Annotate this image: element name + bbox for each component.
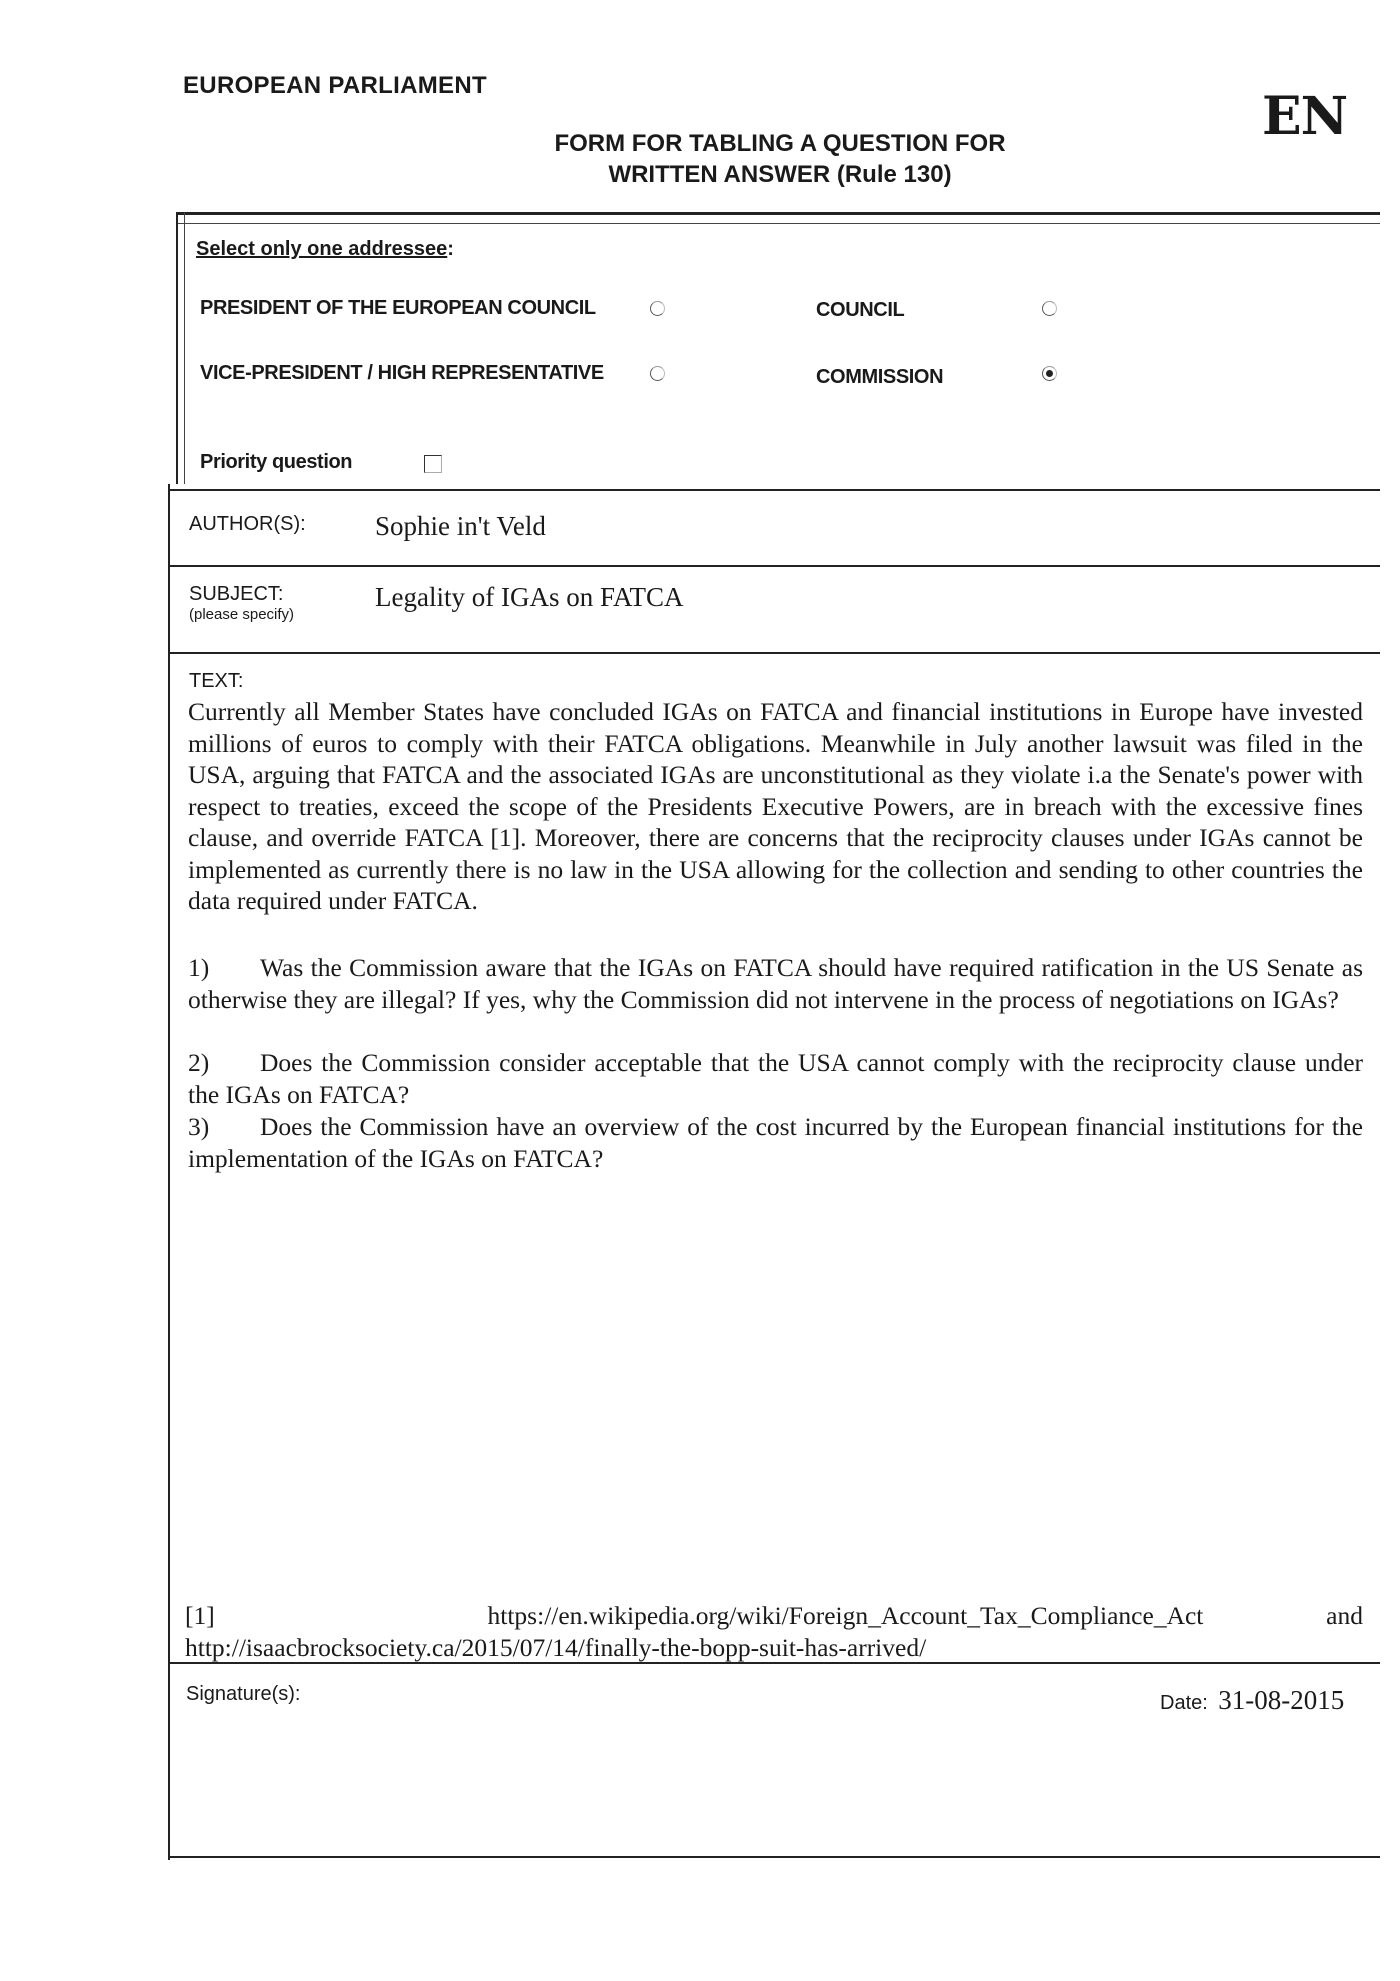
question-1-text: Was the Commission aware that the IGAs on FATCA should have required ratification in the US Senate as otherwise they are illegal? If yes, why the Commission did not intervene in the process of negotiations on IGAs? — [188, 953, 1363, 1014]
divider-author — [168, 565, 1380, 567]
question-1 — [188, 952, 1363, 1015]
addressee-box-top-border — [178, 212, 1380, 224]
question-3 — [188, 1111, 1363, 1174]
addressee-instruction: Select only one addressee: — [196, 238, 454, 260]
question-2-number: 2) — [188, 1048, 210, 1077]
radio-commission[interactable] — [1042, 366, 1057, 381]
date-field — [1160, 1685, 1344, 1716]
form-left-border — [168, 484, 170, 1860]
author-label: AUTHOR(S): — [189, 513, 306, 535]
date-label: Date: — [1160, 1692, 1208, 1714]
radio-vice-president[interactable] — [650, 366, 665, 381]
question-1-number: 1) — [188, 953, 210, 982]
subject-value: Legality of IGAs on FATCA — [375, 582, 684, 612]
language-code: EN — [1262, 86, 1348, 147]
footnote — [185, 1600, 1363, 1663]
option-label-commission: COMMISSION — [816, 366, 944, 388]
footnote-link-wikipedia[interactable]: https://en.wikipedia.org/wiki/Foreign_Account_Tax_Compliance_Act — [487, 1601, 1204, 1630]
footnote-marker: [1] — [185, 1601, 215, 1630]
form-title — [470, 128, 1090, 190]
question-3-text: Does the Commission have an overview of the cost incurred by the European financial institutions for the implementation of the IGAs on FATCA? — [188, 1112, 1363, 1173]
organization-name: EUROPEAN PARLIAMENT — [183, 72, 487, 99]
date-value: 31-08-2015 — [1218, 1685, 1345, 1715]
option-label-president-european-council: PRESIDENT OF THE EUROPEAN COUNCIL — [200, 297, 596, 319]
radio-council[interactable] — [1042, 301, 1057, 316]
signature-label: Signature(s): — [186, 1683, 301, 1705]
footnote-conjunction: and — [1326, 1601, 1363, 1630]
subject-sublabel: (please specify) — [189, 606, 295, 623]
addressee-box-left-border — [176, 212, 185, 484]
question-2-text: Does the Commission consider acceptable that the USA cannot comply with the reciprocity clause under the IGAs on FATCA? — [188, 1048, 1363, 1109]
footnote-link-isaacbrocksociety[interactable]: http://isaacbrocksociety.ca/2015/07/14/finally-the-bopp-suit-has-arrived/ — [185, 1632, 927, 1662]
form-title-line-1: FORM FOR TABLING A QUESTION FOR — [554, 130, 1006, 157]
divider-subject — [168, 652, 1380, 654]
question-2 — [188, 1047, 1363, 1110]
question-3-number: 3) — [188, 1112, 210, 1141]
question-intro-text: Currently all Member States have concluded IGAs on FATCA and financial institutions in Europe have invested millions of euros to comply with their FATCA obligations. Meanwhile in July another lawsuit was filed in the USA, arguing that FATCA and the associated IGAs are unconstitutional as they violate i.a the Senate's power with respect to treaties, exceed the scope of the Presidents Executive Powers, are in breach with the excessive fines clause, and override FATCA [1]. Moreover, there are concerns that the reciprocity clauses under IGAs cannot be implemented as currently there is no law in the USA allowing for the collection and sending to other countries the data required under FATCA. — [188, 697, 1363, 915]
priority-question-label: Priority question — [200, 451, 353, 473]
author-value: Sophie in't Veld — [375, 511, 546, 541]
radio-president-european-council[interactable] — [650, 301, 665, 316]
subject-label: SUBJECT: — [189, 583, 284, 605]
text-label: TEXT: — [189, 670, 244, 692]
divider-signature — [168, 1856, 1380, 1858]
priority-question-checkbox[interactable] — [424, 455, 442, 473]
option-label-council: COUNCIL — [816, 299, 905, 321]
footnote-line-1 — [185, 1600, 1363, 1632]
option-label-vice-president: VICE-PRESIDENT / HIGH REPRESENTATIVE — [200, 362, 604, 384]
form-title-line-2: WRITTEN ANSWER (Rule 130) — [608, 161, 952, 188]
divider-addressee — [168, 489, 1380, 491]
